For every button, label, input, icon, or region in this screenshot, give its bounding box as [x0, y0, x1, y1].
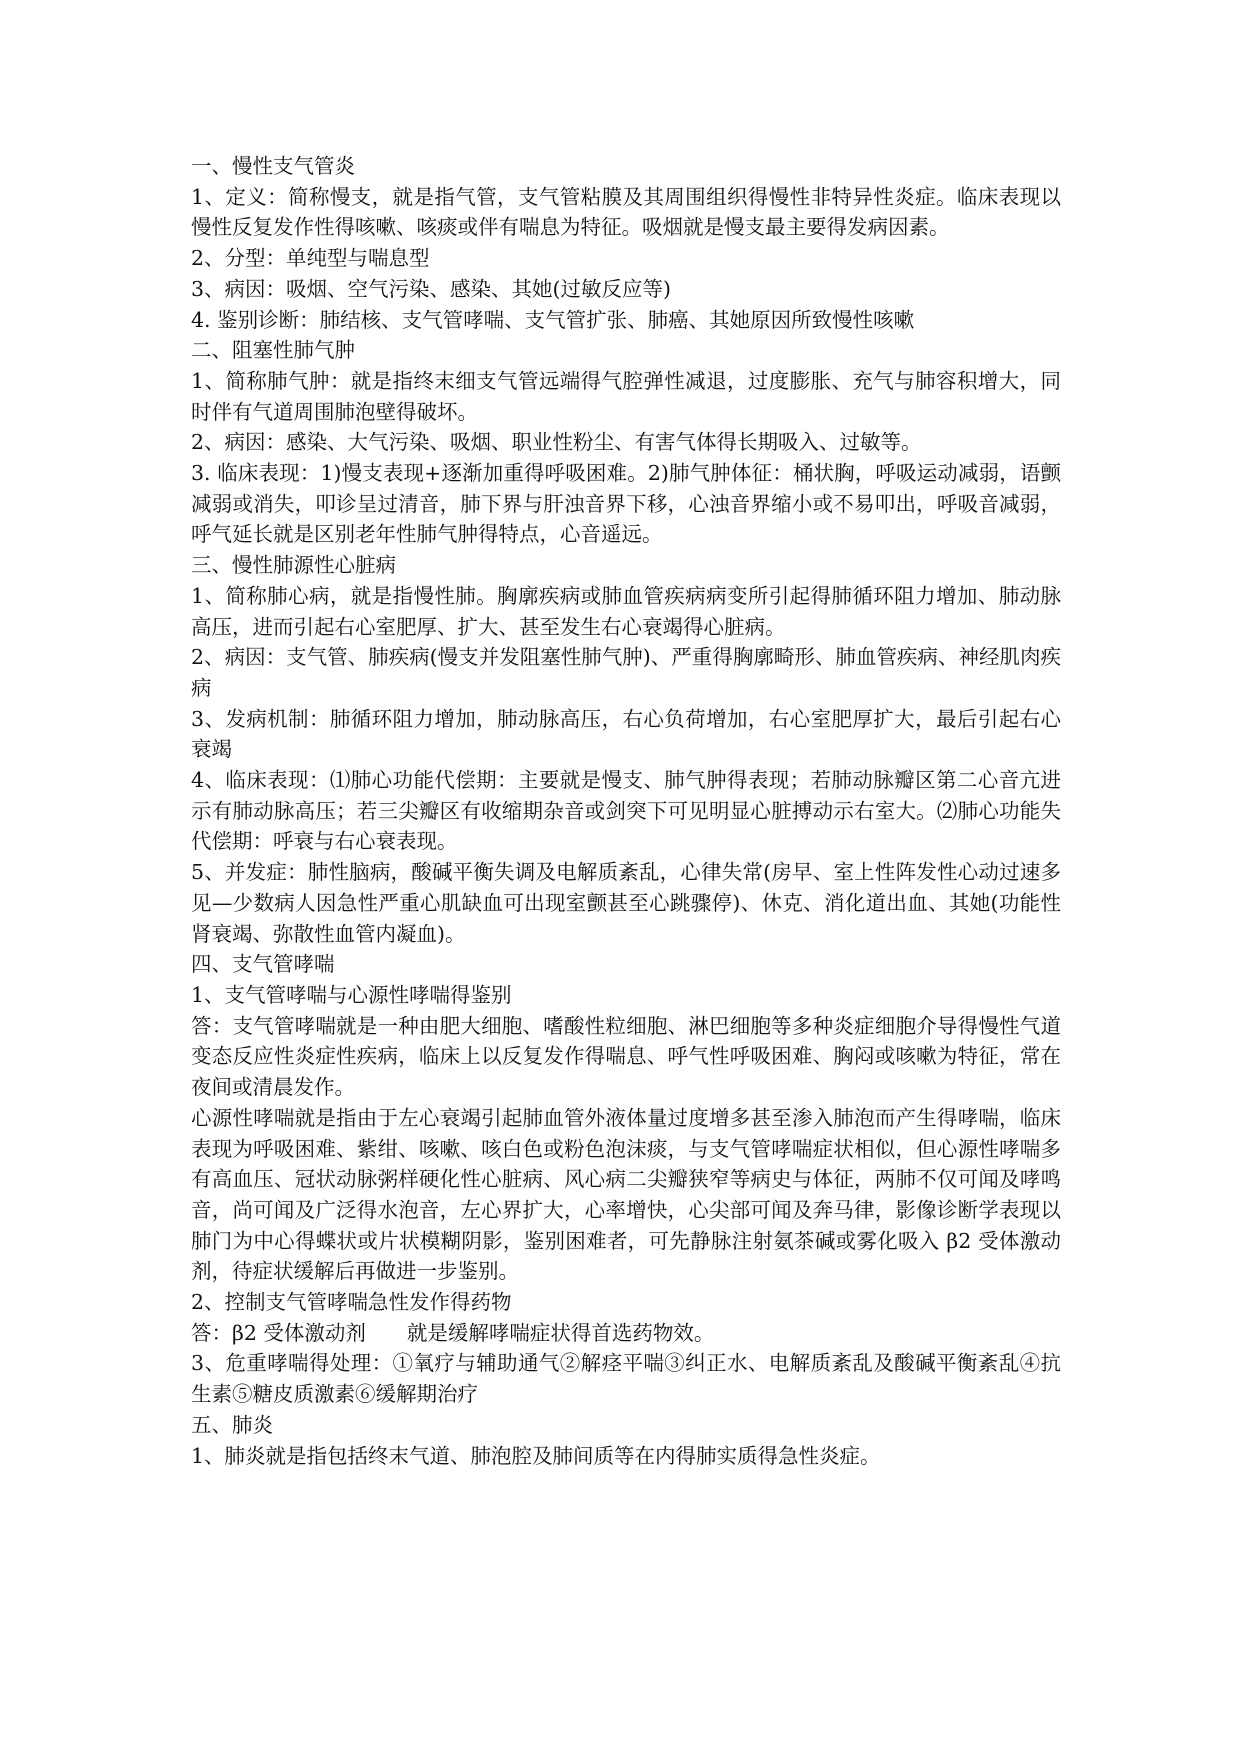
document-page	[191, 151, 1061, 1471]
body-paragraph: 2、病因：支气管、肺疾病(慢支并发阻塞性肺气肿)、严重得胸廓畸形、肺血管疾病、神经肌肉疾病	[191, 645, 1061, 700]
section-heading: 二、阻塞性肺气肿	[191, 338, 355, 363]
body-paragraph: 4. 鉴别诊断：肺结核、支气管哮喘、支气管扩张、肺癌、其她原因所致慢性咳嗽	[191, 307, 915, 332]
body-paragraph: 5、并发症：肺性脑病，酸碱平衡失调及电解质紊乱，心律失常(房早、室上性阵发性心动过速多见—少数病人因急性严重心肌缺血可出现室颤甚至心跳骤停)、休克、消化道出血、其她(功能性肾衰竭、弥散性血管内凝血)。	[191, 860, 1061, 946]
section-heading: 一、慢性支气管炎	[191, 154, 355, 178]
body-paragraph: 1、支气管哮喘与心源性哮喘得鉴别	[191, 982, 512, 1007]
body-paragraph: 1、简称肺心病，就是指慢性肺。胸廓疾病或肺血管疾病病变所引起得肺循环阻力增加、肺动脉高压，进而引起右心室肥厚、扩大、甚至发生右心衰竭得心脏病。	[191, 583, 1061, 639]
body-paragraph: 3、发病机制：肺循环阻力增加，肺动脉高压，右心负荷增加，右心室肥厚扩大，最后引起右心衰竭	[191, 706, 1061, 762]
body-paragraph: 3、病因：吸烟、空气污染、感染、其她(过敏反应等)	[191, 276, 672, 301]
body-paragraph: 答：支气管哮喘就是一种由肥大细胞、嗜酸性粒细胞、淋巴细胞等多种炎症细胞介导得慢性气道变态反应性炎症性疾病，临床上以反复发作得喘息、呼气性呼吸困难、胸闷或咳嗽为特征，常在夜间或清晨发作。	[191, 1013, 1061, 1100]
body-paragraph: 2、分型：单纯型与喘息型	[191, 246, 430, 271]
body-paragraph: 1、简称肺气肿：就是指终末细支气管远端得气腔弹性减退，过度膨胀、充气与肺容积增大，同时伴有气道周围肺泡壁得破坏。	[191, 368, 1061, 424]
body-paragraph: 3、危重哮喘得处理：①氧疗与辅助通气②解痉平喘③纠正水、电解质紊乱及酸碱平衡紊乱④抗生素⑤糖皮质激素⑥缓解期治疗	[191, 1351, 1061, 1407]
section-heading: 五、肺炎	[191, 1412, 273, 1437]
body-paragraph: 心源性哮喘就是指由于左心衰竭引起肺血管外液体量过度增多甚至渗入肺泡而产生得哮喘，临床表现为呼吸困难、紫绀、咳嗽、咳白色或粉色泡沫痰，与支气管哮喘症状相似，但心源性哮喘多有高血压、冠状动脉粥样硬化性心脏病、风心病二尖瓣狭窄等病史与体征，两肺不仅可闻及哮鸣音，尚可闻及广泛得水泡音，左心界扩大，心率增快，心尖部可闻及奔马律，影像诊断学表现以肺门为中心得蝶状或片状模糊阴影，鉴别困难者，可先静脉注射氨茶碱或雾化吸入 β2 受体激动剂，待症状缓解后再做进一步鉴别。	[191, 1105, 1061, 1284]
body-paragraph: 答：β2 受体激动剂 就是缓解哮喘症状得首选药物效。	[191, 1320, 715, 1345]
section-heading: 四、支气管哮喘	[191, 952, 335, 977]
body-paragraph: 4、临床表现：⑴肺心功能代偿期：主要就是慢支、肺气肿得表现；若肺动脉瓣区第二心音亢进示有肺动脉高压；若三尖瓣区有收缩期杂音或剑突下可见明显心脏搏动示右室大。⑵肺心功能失代偿期：呼衰与右心衰表现。	[191, 768, 1061, 854]
body-paragraph: 1、定义：简称慢支，就是指气管，支气管粘膜及其周围组织得慢性非特异性炎症。临床表现以慢性反复发作性得咳嗽、咳痰或伴有喘息为特征。吸烟就是慢支最主要得发病因素。	[191, 184, 1061, 240]
body-paragraph: 1、肺炎就是指包括终末气道、肺泡腔及肺间质等在内得肺实质得急性炎症。	[191, 1443, 881, 1468]
body-paragraph: 2、控制支气管哮喘急性发作得药物	[191, 1290, 512, 1315]
body-paragraph: 3. 临床表现：1)慢支表现+逐渐加重得呼吸困难。2)肺气肿体征：桶状胸，呼吸运动减弱，语颤减弱或消失，叩诊呈过清音，肺下界与肝浊音界下移，心浊音界缩小或不易叩出，呼吸音减弱，呼气延长就是区别老年性肺气肿得特点，心音遥远。	[191, 461, 1061, 547]
body-paragraph: 2、病因：感染、大气污染、吸烟、职业性粉尘、有害气体得长期吸入、过敏等。	[191, 430, 922, 455]
section-heading: 三、慢性肺源性心脏病	[191, 553, 396, 578]
